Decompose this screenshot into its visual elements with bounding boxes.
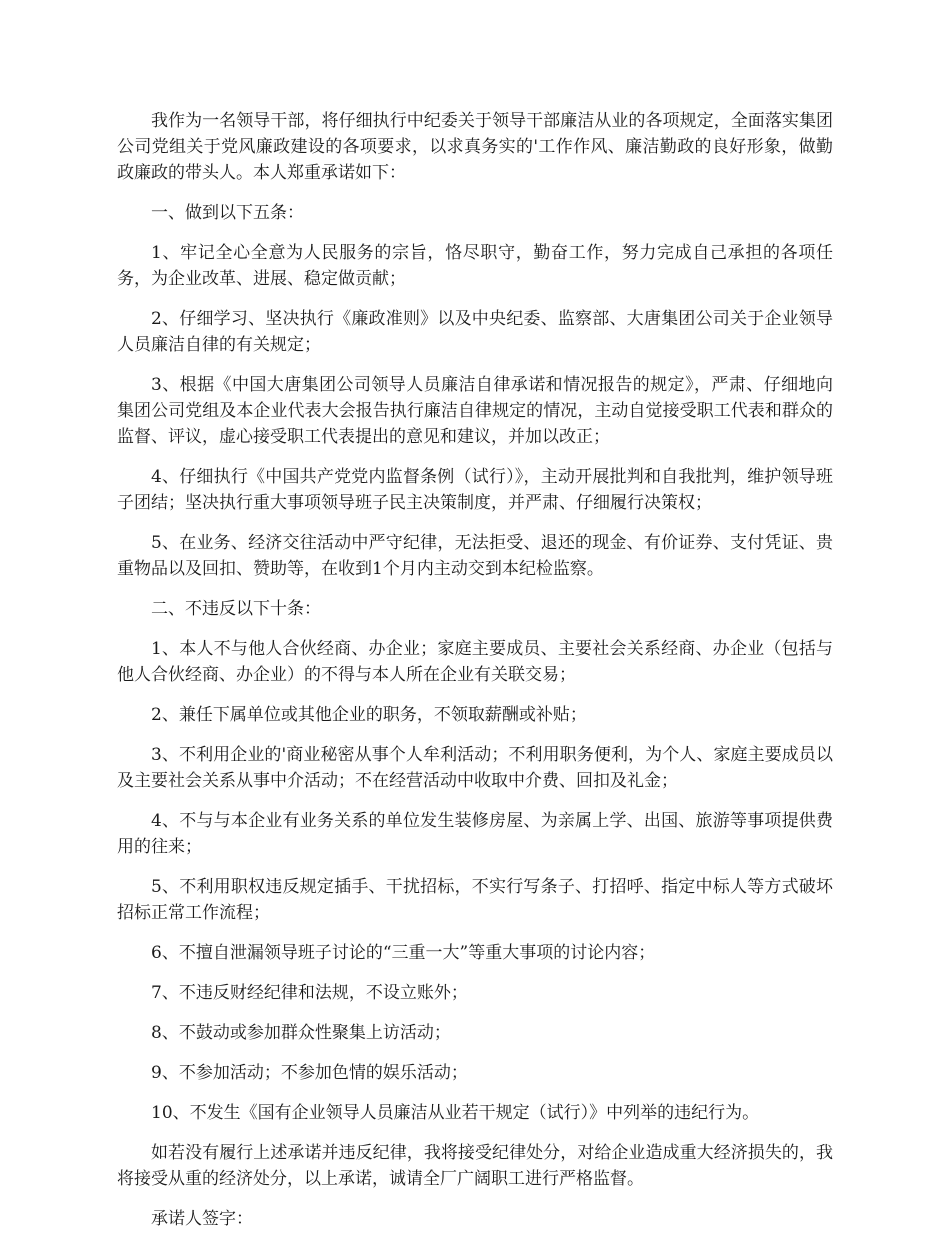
list-item: 9、不参加活动；不参加色情的娱乐活动； — [151, 1063, 468, 1083]
section-heading-ten-items: 二、不违反以下十条： — [151, 599, 321, 619]
list-item: 2、兼任下属单位或其他企业的职务，不领取薪酬或补贴； — [151, 705, 587, 725]
list-item: 8、不鼓动或参加群众性聚集上访活动； — [151, 1023, 451, 1043]
closing-paragraph: 如若没有履行上述承诺并违反纪律，我将接受纪律处分，对给企业造成重大经济损失的，我将接受从重的经济处分，以上承诺，诚请全厂广阔职工进行严格监督。 — [117, 1143, 833, 1189]
section-heading-five-items: 一、做到以下五条： — [151, 203, 304, 223]
list-item: 4、仔细执行《中国共产党党内监督条例（试行）》，主动开展批判和自我批判，维护领导班子团结；坚决执行重大事项领导班子民主决策制度，并严肃、仔细履行决策权； — [117, 467, 833, 513]
list-item: 1、牢记全心全意为人民服务的宗旨，恪尽职守，勤奋工作，努力完成自己承担的各项任务，为企业改革、进展、稳定做贡献； — [117, 243, 833, 289]
list-item: 1、本人不与他人合伙经商、办企业；家庭主要成员、主要社会关系经商、办企业（包括与他人合伙经商、办企业）的不得与本人所在企业有关联交易； — [117, 639, 833, 685]
list-item: 3、不利用企业的'商业秘密从事个人牟利活动；不利用职务便利，为个人、家庭主要成员以及主要社会关系从事中介活动；不在经营活动中收取中介费、回扣及礼金； — [117, 745, 833, 791]
list-item: 4、不与与本企业有业务关系的单位发生装修房屋、为亲属上学、出国、旅游等事项提供费用的往来； — [117, 811, 833, 857]
list-item: 7、不违反财经纪律和法规，不设立账外； — [151, 983, 468, 1003]
list-item: 2、仔细学习、坚决执行《廉政准则》以及中央纪委、监察部、大唐集团公司关于企业领导人员廉洁自律的有关规定； — [117, 309, 833, 355]
list-item: 5、在业务、经济交往活动中严守纪律，无法拒受、退还的现金、有价证券、支付凭证、贵重物品以及回扣、赞助等，在收到1个月内主动交到本纪检监察。 — [117, 533, 833, 579]
document-body — [117, 108, 833, 1246]
intro-paragraph: 我作为一名领导干部，将仔细执行中纪委关于领导干部廉洁从业的各项规定，全面落实集团公司党组关于党风廉政建设的各项要求，以求真务实的'工作作风、廉洁勤政的良好形象，做勤政廉政的带头人。本人郑重承诺如下： — [117, 111, 833, 183]
list-item: 3、根据《中国大唐集团公司领导人员廉洁自律承诺和情况报告的规定》，严肃、仔细地向集团公司党组及本企业代表大会报告执行廉洁自律规定的情况，主动自觉接受职工代表和群众的监督、评议，虚心接受职工代表提出的意见和建议，并加以改正； — [117, 375, 833, 447]
list-item: 10、不发生《国有企业领导人员廉洁从业若干规定（试行）》中列举的违纪行为。 — [151, 1103, 760, 1123]
list-item: 5、不利用职权违反规定插手、干扰招标，不实行写条子、打招呼、指定中标人等方式破坏招标正常工作流程； — [117, 877, 833, 923]
list-item: 6、不擅自泄漏领导班子讨论的“三重一大”等重大事项的讨论内容； — [151, 943, 656, 963]
signature-line: 承诺人签字： — [151, 1209, 253, 1229]
